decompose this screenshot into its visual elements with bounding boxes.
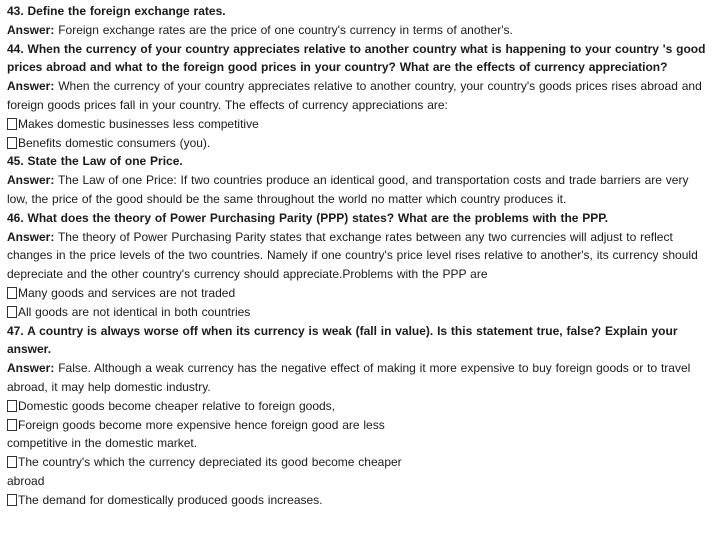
missing-glyph-bullet-icon bbox=[7, 287, 17, 299]
missing-glyph-bullet-icon bbox=[7, 419, 17, 431]
bullet-item bbox=[7, 453, 712, 472]
bullet-item bbox=[7, 134, 712, 153]
missing-glyph-bullet-icon bbox=[7, 494, 17, 506]
bullet-item bbox=[7, 416, 712, 435]
bullet-text: Benefits domestic consumers (you). bbox=[18, 135, 211, 150]
answer-45-text: The Law of one Price: If two countries produce an identical good, and transportation costs and trade barriers are very low, the price of the good should be the same throughout the world no matter which country produces it. bbox=[7, 173, 689, 206]
bullet-item bbox=[7, 284, 712, 303]
bullet-text: Foreign goods become more expensive hence foreign good are less bbox=[18, 417, 385, 432]
missing-glyph-bullet-icon bbox=[7, 118, 17, 130]
bullet-text: All goods are not identical in both countries bbox=[18, 304, 251, 319]
bullet-text: The country's which the currency depreciated its good become cheaper bbox=[18, 455, 402, 470]
bullet-item bbox=[7, 491, 712, 510]
bullet-text: Many goods and services are not traded bbox=[18, 285, 236, 300]
bullet-text: Makes domestic businesses less competitive bbox=[18, 116, 259, 131]
bullet-text: Domestic goods become cheaper relative to foreign goods, bbox=[18, 398, 336, 413]
bullet-text: The demand for domestically produced goods increases. bbox=[18, 492, 323, 507]
answer-label: Answer: bbox=[7, 173, 55, 188]
missing-glyph-bullet-icon bbox=[7, 400, 17, 412]
question-47: 47. A country is always worse off when its currency is weak (fall in value). Is this statement true, false? Explain your answer. bbox=[7, 323, 678, 357]
question-45: 45. State the Law of one Price. bbox=[7, 154, 183, 169]
question-43: 43. Define the foreign exchange rates. bbox=[7, 4, 226, 18]
missing-glyph-bullet-icon bbox=[7, 137, 17, 149]
bullet-item bbox=[7, 303, 712, 322]
answer-label: Answer: bbox=[7, 79, 55, 94]
answer-label: Answer: bbox=[7, 361, 55, 376]
question-46: 46. What does the theory of Power Purchasing Parity (PPP) states? What are the problems with the PPP. bbox=[7, 210, 609, 225]
missing-glyph-bullet-icon bbox=[7, 456, 17, 468]
answer-label: Answer: bbox=[7, 22, 55, 37]
answer-44-text: When the currency of your country appreciates relative to another country, your country's goods prices rises abroad and foreign goods prices fall in your country. The effects of currency appreciations are: bbox=[7, 79, 702, 112]
answer-43 bbox=[7, 21, 712, 40]
answer-46 bbox=[7, 228, 712, 284]
answer-44 bbox=[7, 77, 712, 115]
answer-47 bbox=[7, 359, 712, 397]
answer-43-text: Foreign exchange rates are the price of one country's currency in terms of another's. bbox=[58, 22, 513, 37]
question-44: 44. When the currency of your country appreciates relative to another country what is happening to your country 's good prices abroad and what to the foreign good prices in your country? What are the effects of currency appreciation? bbox=[7, 41, 706, 75]
bullet-item bbox=[7, 115, 712, 134]
answer-label: Answer: bbox=[7, 229, 55, 244]
missing-glyph-bullet-icon bbox=[7, 306, 17, 318]
bullet-continuation: abroad bbox=[7, 473, 45, 488]
answer-46-text: The theory of Power Purchasing Parity states that exchange rates between any two currencies will adjust to reflect changes in the price levels of the two countries. Namely if one country's price level rises relative to another's, its currency should depreciate and the other country's currency should appreciate.Problems with the PPP are bbox=[7, 229, 698, 282]
answer-47-text: False. Although a weak currency has the negative effect of making it more expensive to buy foreign goods or to travel abroad, it may help domestic industry. bbox=[7, 361, 691, 394]
bullet-item bbox=[7, 397, 712, 416]
answer-45 bbox=[7, 171, 712, 209]
bullet-continuation: competitive in the domestic market. bbox=[7, 436, 198, 451]
